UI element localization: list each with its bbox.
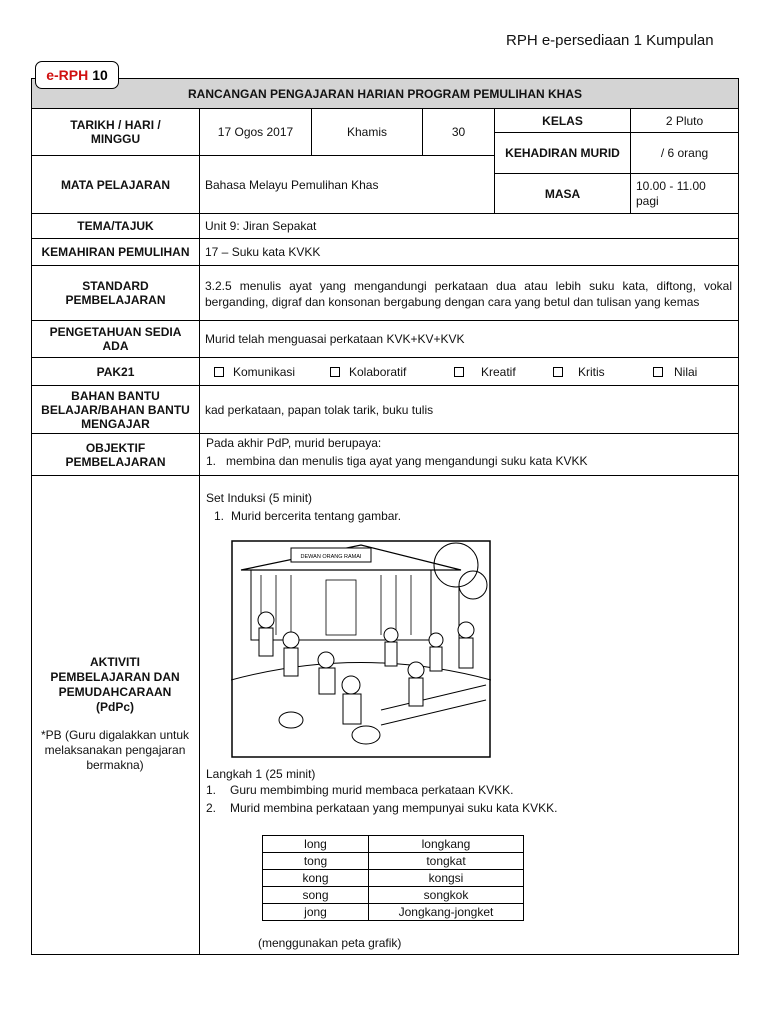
bahan-value: kad perkataan, papan tolak tarik, buku tulis: [199, 385, 739, 434]
word-cell: Jongkang-jongket: [369, 904, 524, 921]
word-cell: tongkat: [369, 853, 524, 870]
main-title: RANCANGAN PENGAJARAN HARIAN PROGRAM PEMULIHAN KHAS: [31, 78, 739, 109]
induksi-num: 1.: [214, 509, 225, 523]
kvkk-word-table: [262, 835, 524, 921]
langkah-num-1: 1.: [206, 783, 217, 797]
graphic-note: (menggunakan peta grafik): [258, 936, 402, 950]
aktiviti-label-cell: [31, 475, 200, 955]
erph-number: 10: [92, 67, 108, 83]
kelas-value: 2 Pluto: [630, 108, 739, 133]
syllable-cell: jong: [263, 904, 369, 921]
word-cell: kongsi: [369, 870, 524, 887]
word-cell: longkang: [369, 836, 524, 853]
aktiviti-note: *PB (Guru digalakkan untuk melaksanakan pengajaran bermakna): [40, 728, 190, 772]
pengetahuan-label: PENGETAHUAN SEDIA ADA: [31, 320, 200, 358]
community-cleanup-illustration: [231, 540, 491, 758]
tema-value: Unit 9: Jiran Sepakat: [199, 213, 739, 239]
table-row: [263, 870, 524, 887]
syllable-cell: kong: [263, 870, 369, 887]
pak21-kreatif[interactable]: Kreatif: [454, 365, 516, 379]
aktiviti-label: AKTIVITI PEMBELAJARAN DAN PEMUDAHCARAAN (PdPc): [50, 655, 180, 714]
pak21-kritis[interactable]: Kritis: [553, 365, 605, 379]
induksi-item: Murid bercerita tentang gambar.: [231, 509, 402, 523]
mata-value: Bahasa Melayu Pemulihan Khas: [199, 155, 495, 214]
page-header-title: RPH e-persediaan 1 Kumpulan: [506, 32, 714, 49]
syllable-cell: song: [263, 887, 369, 904]
kemahiran-label: KEMAHIRAN PEMULIHAN: [31, 238, 200, 266]
masa-value: 10.00 - 11.00 pagi: [630, 173, 739, 214]
erph-prefix: e-RPH: [46, 67, 89, 83]
kehadiran-value: / 6 orang: [630, 132, 739, 174]
checkbox-icon[interactable]: [214, 367, 224, 377]
objektif-item: membina dan menulis tiga ayat yang mengandungi suku kata KVKK: [226, 454, 588, 468]
langkah-num-2: 2.: [206, 801, 217, 815]
tarikh-label: TARIKH / HARI / MINGGU: [31, 108, 200, 156]
kemahiran-value: 17 – Suku kata KVKK: [199, 238, 739, 266]
table-row: [263, 887, 524, 904]
set-induksi-heading: Set Induksi (5 minit): [206, 491, 313, 505]
checkbox-icon[interactable]: [454, 367, 464, 377]
syllable-cell: long: [263, 836, 369, 853]
pak21-kolaboratif[interactable]: Kolaboratif: [330, 365, 406, 379]
pak21-komunikasi[interactable]: Komunikasi: [214, 365, 295, 379]
syllable-cell: tong: [263, 853, 369, 870]
langkah1-heading: Langkah 1 (25 minit): [206, 767, 316, 781]
word-cell: songkok: [369, 887, 524, 904]
checkbox-icon[interactable]: [553, 367, 563, 377]
picture-sign-text: DEWAN ORANG RAMAI: [300, 554, 362, 560]
langkah-item-2: Murid membina perkataan yang mempunyai suku kata KVKK.: [230, 801, 558, 815]
week-value: 30: [422, 108, 495, 156]
standard-value: 3.2.5 menulis ayat yang mengandungi perkataan dua atau lebih suku kata, diftong, vokal berganding, digraf dan konsonan bergabung dengan cara yang betul dan tulisan yang kemas: [199, 265, 739, 321]
table-row: [263, 836, 524, 853]
tema-label: TEMA/TAJUK: [31, 213, 200, 239]
checkbox-icon[interactable]: [653, 367, 663, 377]
day-value: Khamis: [311, 108, 423, 156]
masa-label: MASA: [494, 173, 631, 214]
langkah-item-1: Guru membimbing murid membaca perkataan KVKK.: [230, 783, 514, 797]
mata-label: MATA PELAJARAN: [31, 155, 200, 214]
bahan-label: BAHAN BANTU BELAJAR/BAHAN BANTU MENGAJAR: [31, 385, 200, 434]
pak21-label: PAK21: [31, 357, 200, 386]
pak21-nilai[interactable]: Nilai: [653, 365, 697, 379]
objektif-label: OBJEKTIF PEMBELAJARAN: [31, 433, 200, 476]
checkbox-icon[interactable]: [330, 367, 340, 377]
standard-label: STANDARD PEMBELAJARAN: [31, 265, 200, 321]
table-row: [263, 853, 524, 870]
erph-badge: [35, 61, 119, 89]
objektif-num: 1.: [206, 454, 217, 468]
objektif-intro: Pada akhir PdP, murid berupaya:: [206, 436, 382, 450]
kelas-label: KELAS: [494, 108, 631, 133]
date-value: 17 Ogos 2017: [199, 108, 312, 156]
table-row: [263, 904, 524, 921]
kehadiran-label: KEHADIRAN MURID: [494, 132, 631, 174]
pengetahuan-value: Murid telah menguasai perkataan KVK+KV+KVK: [199, 320, 739, 358]
